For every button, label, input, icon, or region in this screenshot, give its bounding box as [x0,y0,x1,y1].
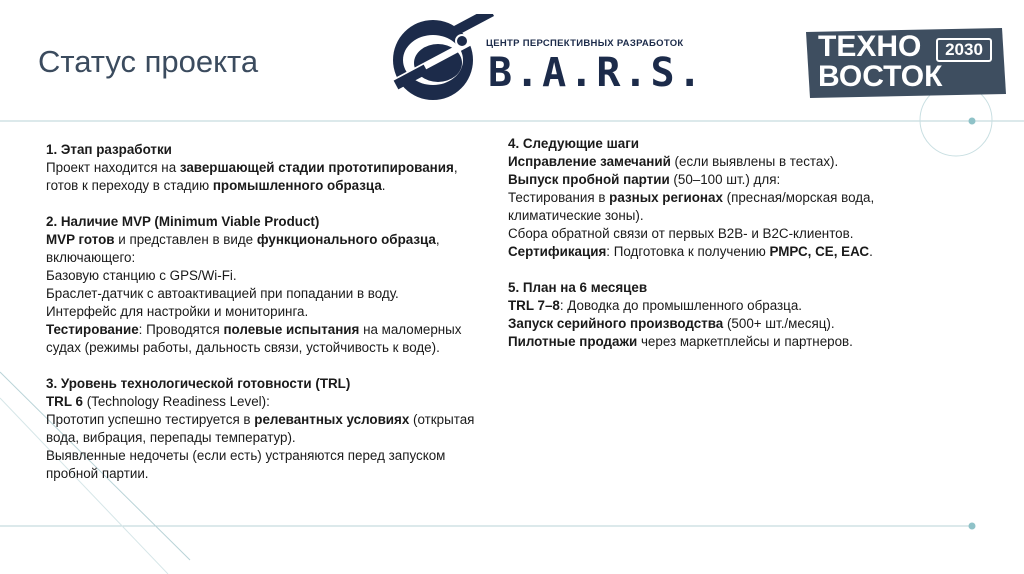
deco-dot-bottom [969,523,976,530]
section-2-heading: 2. Наличие MVP (Minimum Viable Product) [46,214,320,229]
technovostok-line1: ТЕХНО [818,30,922,63]
section-5-trl: TRL 7–8: Доводка до промышленного образца. [508,298,803,313]
section-5-production: Запуск серийного производства (500+ шт./месяц). [508,316,835,331]
section-2-item-3: Интерфейс для настройки и мониторинга. [46,304,309,319]
section-2-testing: Тестирование: Проводятся полевые испытания на маломерных судах (режимы работы, дальность связи, устойчивость к воде). [46,322,462,355]
bars-logo-name: B.A.R.S. [488,50,705,96]
section-3-text-1: Прототип успешно тестируется в релевантных условиях (открытая вода, вибрация, перепады температур). [46,412,475,445]
section-5-heading: 5. План на 6 месяцев [508,280,648,295]
section-4-certification: Сертификация: Подготовка к получению РМРС, CE, ЕАС. [508,244,873,259]
section-4-regions: Тестирования в разных регионах (пресная/морская вода, климатические зоны). [508,190,875,223]
page-title: Статус проекта [38,44,259,79]
section-4-fixes: Исправление замечаний (если выявлены в тестах). [508,154,839,169]
section-3-text-2: Выявленные недочеты (если есть) устраняются перед запуском пробной партии. [46,448,446,481]
section-1-heading: 1. Этап разработки [46,142,172,157]
section-3-heading: 3. Уровень технологической готовности (TRL) [46,376,351,391]
technovostok-year: 2030 [936,38,992,62]
technovostok-line2: ВОСТОК [818,60,943,93]
left-column [46,141,476,483]
section-2-item-1: Базовую станцию с GPS/Wi-Fi. [46,268,237,283]
right-column [508,135,928,351]
section-3-trl: TRL 6 (Technology Readiness Level): [46,394,270,409]
section-4-batch: Выпуск пробной партии (50–100 шт.) для: [508,172,781,187]
section-1-text: Проект находится на завершающей стадии прототипирования, готов к переходу в стадию промышленного образца. [46,160,458,193]
section-4-feedback: Сбора обратной связи от первых B2B- и B2C-клиентов. [508,226,854,241]
section-2-intro: MVP готов и представлен в виде функционального образца, включающего: [46,232,440,265]
bars-logo-subtitle: ЦЕНТР ПЕРСПЕКТИВНЫХ РАЗРАБОТОК [486,38,684,49]
deco-dot-right [969,118,976,125]
section-5-sales: Пилотные продажи через маркетплейсы и партнеров. [508,334,853,349]
section-4-heading: 4. Следующие шаги [508,136,639,151]
section-2-item-2: Браслет-датчик с автоактивацией при попадании в воду. [46,286,399,301]
